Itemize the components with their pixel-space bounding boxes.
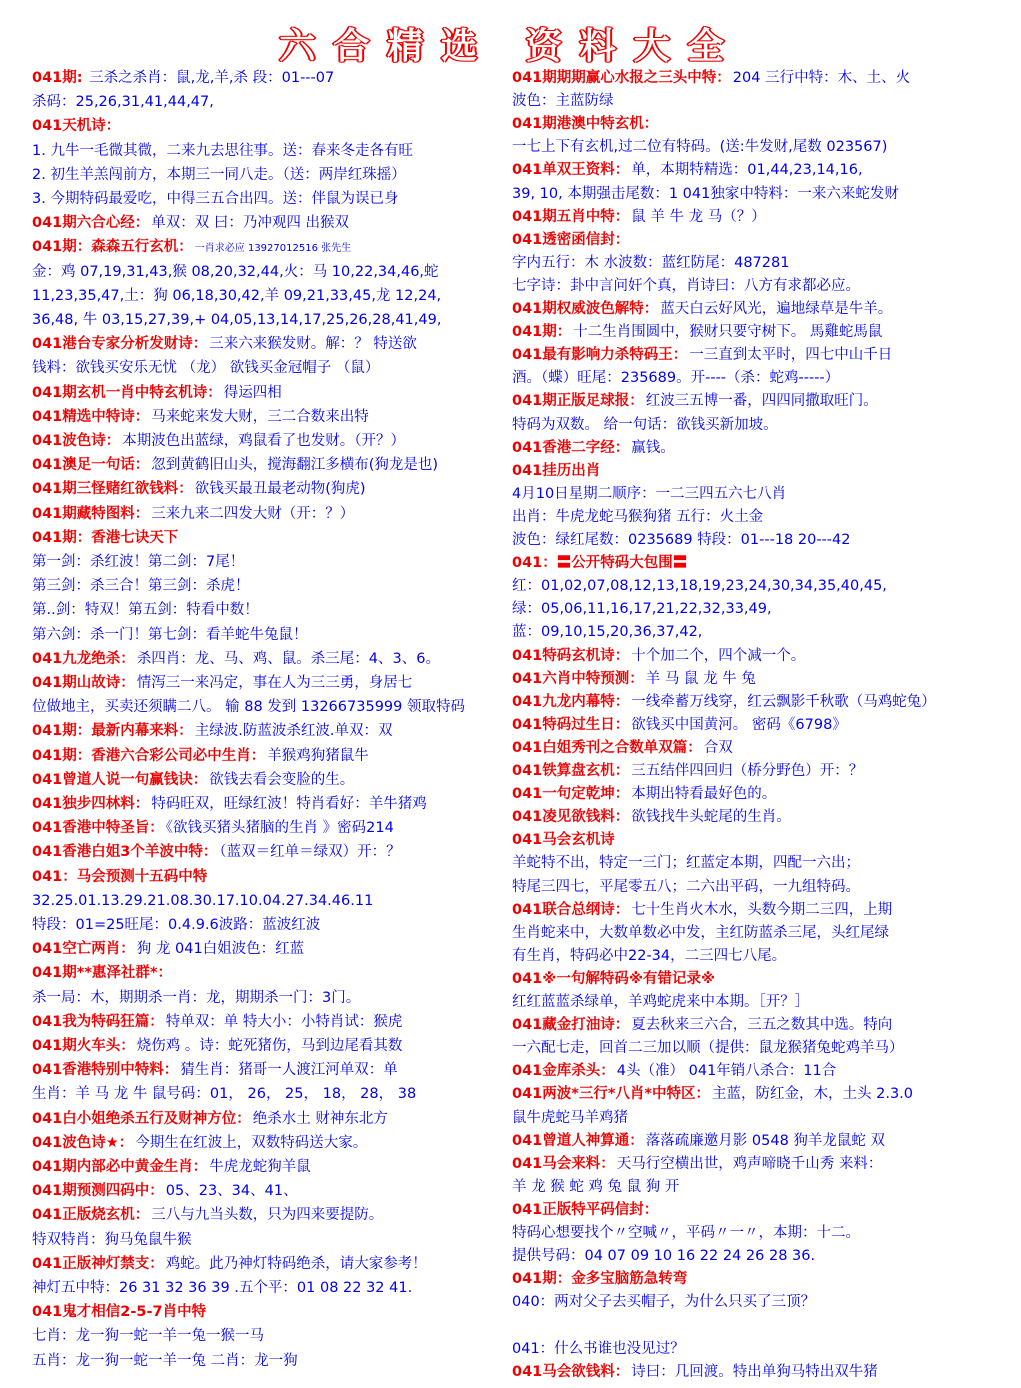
- line-text: 波色：绿红尾数：0235689 特段：01---18 20---42: [512, 532, 851, 548]
- line-text: 今期生在红波上，双数特码送大家。: [135, 1134, 368, 1151]
- text-line: [512, 66, 992, 90]
- line-text: 3. 今期特码最爱吃，中得三五合出四。送：伴鼠为误已身: [32, 191, 399, 207]
- line-text: 三来九来二四发大财（开：？）: [151, 505, 355, 522]
- line-text: 七字诗：卦中言问奸个真，肖诗曰：八方有求都必应。: [512, 277, 860, 294]
- text-line: [512, 459, 992, 483]
- text-line: [512, 158, 992, 182]
- line-text: 主蓝，防红金，木，土头 2.3.0: [712, 1086, 914, 1103]
- line-heading: 041期：森森五行玄机：: [32, 239, 193, 256]
- line-text: 情泻三一来冯定，事在人为三三勇，身居七: [136, 675, 413, 691]
- line-text: 鼠 羊 牛 龙 马（？）: [631, 208, 766, 225]
- line-text: 羊猴鸡狗猪鼠牛: [267, 747, 369, 764]
- line-heading: 041藏金打油诗：: [512, 1017, 630, 1034]
- text-line: [32, 405, 494, 429]
- line-text: 欲钱找牛头蛇尾的生肖。: [631, 809, 791, 826]
- line-heading: 041曾道人说一句赢钱诀：: [32, 771, 208, 788]
- text-line: [32, 308, 494, 332]
- line-text: 有生肖，特码必中22-34，二三四七八尾。: [512, 947, 787, 964]
- line-heading: 041期山故诗：: [32, 675, 135, 691]
- text-line: [512, 828, 992, 852]
- text-line: [32, 1276, 494, 1300]
- text-line: [512, 343, 992, 367]
- line-heading: 041天机诗：: [32, 118, 121, 135]
- line-heading: 041期:: [32, 70, 83, 86]
- text-line: [512, 1244, 992, 1268]
- text-line: [512, 1198, 992, 1222]
- line-text: 金：鸡 07,19,31,43,猴 08,20,32,44,火：马 10,22,34,46,蛇: [32, 263, 439, 280]
- text-line: [512, 1013, 992, 1037]
- line-heading: 041九龙内幕特：: [512, 693, 630, 710]
- text-line: [32, 211, 494, 235]
- line-heading: 041期：香港七诀天下: [32, 529, 179, 546]
- line-heading: 041白小姐绝杀五行及财神方位：: [32, 1110, 251, 1127]
- line-text: 红：01,02,07,08,12,13,18,19,23,24,30,34,35,40,45,: [512, 578, 887, 595]
- line-heading: 041两波*三行*八肖*中特区：: [512, 1086, 711, 1103]
- text-line: [512, 228, 992, 252]
- line-heading: 041期三怪赌红欲钱料：: [32, 481, 193, 498]
- line-text: 绝杀水土 财神东北方: [252, 1110, 388, 1127]
- text-line: [32, 502, 494, 526]
- line-heading: 041特码过生日：: [512, 716, 630, 733]
- text-line: [32, 719, 494, 743]
- line-heading: 041铁算盘玄机：: [512, 763, 630, 779]
- line-heading: 041凌见欲钱料：: [512, 809, 630, 826]
- line-text: 041：什么书谁也没见过？: [512, 1340, 685, 1357]
- text-line: [32, 1034, 494, 1058]
- text-line: [32, 1203, 494, 1227]
- text-line: [32, 163, 494, 187]
- text-line: [512, 713, 992, 737]
- text-line: [32, 1252, 494, 1276]
- line-text: 《欲钱买猪头猪脑的生肖 》密码214: [165, 820, 394, 837]
- line-heading: 041马会来料：: [512, 1155, 615, 1172]
- text-line: [512, 574, 992, 598]
- text-line: [512, 1129, 992, 1153]
- text-line: [512, 1337, 992, 1361]
- line-heading: 041九龙绝杀：: [32, 650, 135, 667]
- line-text: 39, 10, 本期强击尾数：1 041独家中特料：一来六来蛇发财: [512, 185, 899, 202]
- line-heading: 041挂历出肖: [512, 462, 601, 479]
- line-text: 主绿波.防蓝波杀红波.单双：双: [194, 723, 393, 740]
- text-line: [32, 429, 494, 453]
- line-heading: 041正版神灯禁支：: [32, 1255, 164, 1272]
- line-text: 蓝天白云好风光，遍地绿草是牛羊。: [660, 301, 893, 317]
- text-line: [32, 598, 494, 622]
- line-text: 红红蓝蓝杀绿单，羊鸡蛇虎来中本期。［开？］: [512, 994, 810, 1010]
- line-heading: 041正版烧玄机：: [32, 1207, 150, 1224]
- text-line: [32, 768, 494, 792]
- line-text: 五肖：龙一狗一蛇一羊一兔 二肖：龙一狗: [32, 1352, 298, 1369]
- text-line: [32, 260, 494, 284]
- line-heading: 041期内部必中黄金生肖：: [32, 1159, 208, 1175]
- line-text: 出肖：牛虎龙蛇马猴狗猪 五行：火土金: [512, 508, 764, 525]
- line-text: 第一剑：杀红波！第二剑：7尾！: [32, 554, 245, 570]
- text-line: [512, 644, 992, 668]
- text-line: [512, 1221, 992, 1245]
- text-line: [512, 1106, 992, 1130]
- text-line: [32, 1010, 494, 1034]
- line-heading: 041波色诗★：: [32, 1134, 134, 1151]
- text-line: [32, 937, 494, 961]
- line-heading: 041期正版足球报：: [512, 393, 644, 410]
- line-heading: 041香港二字经：: [512, 439, 630, 456]
- text-line: [512, 135, 992, 159]
- line-heading: 041最有影响力杀特码王：: [512, 347, 688, 364]
- line-text: 特码心想要找个〃空喊〃，平码〃一〃，本期：十二。: [512, 1225, 860, 1241]
- text-line: [512, 782, 992, 806]
- line-text: 七十生肖火木水，头数今期二三四，上期: [631, 901, 893, 918]
- line-heading: 041期期期赢心水报之三头中特：: [512, 70, 731, 86]
- line-text: 酒。（蝶）旺尾：235689。开----（杀：蛇鸡-----）: [512, 370, 840, 387]
- text-line: [512, 89, 992, 113]
- line-text: 三五结伴四回归（桥分野色）开：？: [631, 763, 864, 779]
- line-text: 特尾三四七，平尾零五八；二六出平码，一九组特码。: [512, 878, 860, 895]
- line-text: 11,23,35,47,土：狗 06,18,30,42,羊 09,21,33,45,龙 12,24,: [32, 287, 442, 304]
- line-text: 忽到黄鹤旧山头，搅海翻江多横布(狗龙是也): [151, 457, 439, 474]
- text-line: [32, 356, 494, 380]
- line-text: 一七上下有玄机,过二位有特码。(送:牛发财,尾数 023567): [512, 139, 888, 156]
- line-text: 204 三行中特：木、土、火: [732, 70, 911, 86]
- text-line: [512, 297, 992, 321]
- text-line: [32, 1349, 494, 1373]
- line-heading: 041期：: [512, 324, 572, 341]
- text-line: [32, 526, 494, 550]
- text-line: [512, 505, 992, 529]
- text-line: [512, 690, 992, 714]
- text-line: [512, 620, 992, 644]
- line-text: 七肖：龙一狗一蛇一羊一兔一猴一马: [32, 1328, 264, 1345]
- text-line: [32, 1324, 494, 1348]
- line-text: 一线牵蓄万线穿，红云飘影千秋歌（马鸡蛇兔）: [631, 693, 936, 710]
- text-line: [512, 1290, 992, 1314]
- line-heading: 041正版特平码信封：: [512, 1201, 659, 1218]
- text-line: [32, 381, 494, 405]
- text-line: [512, 944, 992, 968]
- text-line: [512, 436, 992, 460]
- line-text: 十个加二个，四个减一个。: [631, 647, 806, 664]
- line-heading: 041一句定乾坤：: [512, 786, 630, 803]
- text-line: [512, 112, 992, 136]
- line-text: 字内五行：木 水波数：蓝红防尾：487281: [512, 254, 790, 271]
- text-line: [32, 744, 494, 768]
- text-line: [32, 1179, 494, 1203]
- line-text: 欲钱买最丑最老动物(狗虎): [194, 481, 366, 498]
- text-line: [512, 851, 992, 875]
- text-line: [32, 1228, 494, 1252]
- text-line: [32, 1155, 494, 1179]
- line-text: 夏去秋来三六合，三五之数其中选。特向: [631, 1017, 893, 1034]
- line-text: 特单双：单 特大小：小特肖试：猴虎: [165, 1013, 403, 1030]
- text-line: [32, 1300, 494, 1324]
- line-text: 第..剑：特双！第五剑：特看中数！: [32, 602, 259, 619]
- line-heading: 041期火车头：: [32, 1038, 135, 1054]
- text-line: [512, 875, 992, 899]
- line-text: 欲钱去看会变脸的生。: [209, 771, 355, 788]
- line-text: 三八与九当头数，只为四来要提防。: [151, 1207, 384, 1224]
- line-text: 特双特肖：狗马兔鼠牛猴: [32, 1231, 192, 1248]
- line-text: 本期出特看最好色的。: [631, 786, 777, 803]
- text-line: [32, 1131, 494, 1155]
- text-line: [32, 840, 494, 864]
- text-line: [512, 482, 992, 506]
- text-line: [32, 792, 494, 816]
- line-text: 1. 九牛一毛微其微，二来九去思往事。送：春来冬走各有旺: [32, 142, 413, 159]
- text-line: [32, 1107, 494, 1131]
- text-line: [512, 1082, 992, 1106]
- line-heading: 041马会欲钱料：: [512, 1363, 630, 1380]
- text-line: [32, 187, 494, 211]
- line-heading: 041鬼才相信2-5-7肖中特: [32, 1304, 207, 1321]
- line-heading: 041独步四林料：: [32, 796, 150, 812]
- text-line: [32, 139, 494, 163]
- text-line: [32, 453, 494, 477]
- text-line: [32, 816, 494, 840]
- line-text: 05、23、34、41、: [165, 1183, 298, 1200]
- line-text: 生肖：羊 马 龙 牛 鼠号码：01， 26， 25， 18， 28， 38: [32, 1086, 417, 1103]
- line-text: 绿：05,06,11,16,17,21,22,32,33,49,: [512, 601, 772, 618]
- text-line: [512, 1313, 992, 1337]
- line-text: 天马行空横出世，鸡声啼晓千山秀 来料：: [616, 1155, 883, 1172]
- line-heading: 041期**惠泽社群*：: [32, 965, 173, 982]
- line-text: 提供号码：04 07 09 10 16 22 24 26 28 36.: [512, 1248, 816, 1265]
- line-text: 羊 马 鼠 龙 牛 兔: [645, 670, 756, 687]
- line-text: 牛虎龙蛇狗羊鼠: [209, 1159, 311, 1175]
- text-line: [512, 366, 992, 390]
- line-text: 一三直到太平时，四七中山千日: [689, 347, 893, 364]
- text-line: [512, 921, 992, 945]
- line-text: 一六配七走，回首二三加以顺（提供：鼠龙猴猪兔蛇鸡羊马）: [512, 1040, 904, 1057]
- text-line: [32, 284, 494, 308]
- text-line: [512, 597, 992, 621]
- line-text: 欲钱买中国黄河。 密码《6798》: [631, 716, 847, 733]
- line-text: 合双: [703, 739, 733, 756]
- line-text: 马来蛇来发大财，三二合数来出特: [151, 408, 369, 425]
- line-heading: 041期：最新内幕来料：: [32, 723, 193, 740]
- line-text: 十二生肖围圆中，猴财只要守树下。 馬雞蛇馬鼠: [573, 324, 883, 341]
- line-heading: 041港台专家分析发财诗：: [32, 336, 208, 353]
- line-text: 第六剑：杀一门！第七剑：看羊蛇牛兔鼠！: [32, 626, 308, 643]
- text-line: [512, 898, 992, 922]
- line-heading: 041香港中特圣旨：: [32, 820, 164, 837]
- text-line: [512, 551, 992, 575]
- line-text: 三杀之杀肖：鼠,龙,羊,杀 段：01---07: [84, 70, 335, 86]
- line-text: 鼠牛虎蛇马羊鸡猪: [512, 1109, 628, 1126]
- text-line: [512, 274, 992, 298]
- text-line: [32, 90, 494, 114]
- text-line: [512, 805, 992, 829]
- text-line: [512, 759, 992, 783]
- line-heading: 041精选中特诗：: [32, 408, 150, 425]
- line-heading: 041期：金多宝脑筋急转弯: [512, 1271, 688, 1288]
- line-heading: 041期预测四码中：: [32, 1183, 164, 1200]
- text-line: [32, 332, 494, 356]
- line-heading: 041期六合心经：: [32, 215, 150, 232]
- line-text: 4头（准） 041年销八杀合：11合: [616, 1063, 837, 1080]
- line-text: 红波三五博一番，四四同撒取旺门。: [645, 393, 878, 410]
- line-heading: 041单双王资料：: [512, 162, 630, 179]
- text-line: [512, 1036, 992, 1060]
- line-heading: 041期港澳中特玄机：: [512, 116, 659, 133]
- line-text: 4月10日星期二顺序：一二三四五六七八肖: [512, 485, 787, 502]
- text-line: [32, 1082, 494, 1106]
- line-text: 特段：01=25旺尾：0.4.9.6波路：蓝波红波: [32, 917, 321, 933]
- line-text: 羊蛇特不出，特定一三门；红蓝定本期，四配一六出；: [512, 855, 860, 872]
- line-heading: 041香港特别中特料：: [32, 1062, 179, 1079]
- line-heading: 041透密函信封：: [512, 231, 630, 248]
- line-heading: 041※一句解特码※有错记录※: [512, 970, 716, 987]
- line-heading: 041曾道人神算通：: [512, 1132, 644, 1149]
- text-line: [32, 961, 494, 985]
- line-heading: 041波色诗：: [32, 433, 121, 449]
- line-heading: 041香港白姐3个羊波中特：: [32, 844, 218, 861]
- line-text: 鸡蛇。此乃神灯特码绝杀，请大家参考！: [165, 1255, 427, 1272]
- line-heading: 041六肖中特预测：: [512, 670, 644, 687]
- line-text: 第三剑：杀三合！第三剑：杀虎！: [32, 578, 250, 595]
- text-line: [512, 1267, 992, 1291]
- text-line: [512, 667, 992, 691]
- line-text: 狗 龙 041白姐波色：红蓝: [136, 941, 305, 958]
- line-heading: 041特码玄机诗：: [512, 647, 630, 664]
- page-title: 六合精选 资料大全: [279, 25, 742, 67]
- line-text: 生肖蛇来中，大数单数必中发，主红防蓝杀三尾，头红尾绿: [512, 924, 889, 941]
- text-line: [32, 913, 494, 937]
- line-heading: 041白姐秀刊之合数单双篇：: [512, 739, 702, 756]
- text-line: [512, 182, 992, 206]
- text-line: [32, 550, 494, 574]
- text-line: [512, 251, 992, 275]
- text-line: [512, 1059, 992, 1083]
- line-text: 040：两对父子去买帽子，为什么只买了三顶？: [512, 1294, 816, 1311]
- text-line: [512, 528, 992, 552]
- line-text: 蓝：09,10,15,20,36,37,42,: [512, 624, 703, 641]
- line-heading: 041空亡两肖：: [32, 941, 135, 958]
- text-line: [32, 114, 494, 138]
- text-line: [32, 671, 494, 695]
- text-line: [32, 1058, 494, 1082]
- line-text: 赢钱。: [631, 439, 675, 456]
- line-text: 单，本期特精选：01,44,23,14,16,: [631, 162, 863, 179]
- text-line: [32, 695, 494, 719]
- line-text: 诗曰：几回渡。特出单狗马特出双牛猪: [631, 1363, 878, 1380]
- line-heading: 041：马会预测十五码中特: [32, 868, 208, 885]
- line-heading: 041期藏特图料：: [32, 505, 150, 522]
- line-text: 2. 初生羊羔闯前方，本期三一同八走。（送：两岸红珠摇）: [32, 166, 406, 183]
- line-heading: 041金库杀头：: [512, 1063, 615, 1080]
- line-text: 一肖求必应 13927012516 张先生: [194, 243, 352, 255]
- line-text: 杀四肖：龙、马、鸡、鼠。杀三尾：4、3、6。: [136, 650, 440, 667]
- line-text: 单双：双 曰：乃冲观四 出猴双: [151, 215, 349, 232]
- text-line: [512, 736, 992, 760]
- text-line: [512, 1360, 992, 1384]
- line-heading: 041期：香港六合彩公司必中生肖：: [32, 747, 266, 764]
- text-line: [512, 320, 992, 344]
- text-line: [32, 66, 494, 90]
- line-text: 杀码：25,26,31,41,44,47,: [32, 94, 214, 111]
- line-text: 落落疏廉邀月影 0548 狗羊龙鼠蛇 双: [645, 1132, 886, 1149]
- text-line: [32, 235, 494, 259]
- line-text: 特码旺双，旺绿红波！特肖看好：羊牛猪鸡: [151, 796, 427, 812]
- line-heading: 041马会玄机诗: [512, 832, 615, 849]
- line-text: 猜生肖：猪哥一人渡江河单双：单: [180, 1062, 398, 1079]
- line-text: 32.25.01.13.29.21.08.30.17.10.04.27.34.46.11: [32, 892, 374, 909]
- line-text: 36,48, 牛 03,15,27,39,+ 04,05,13,14,17,25,26,28,41,49,: [32, 312, 442, 328]
- line-text: 得运四相: [223, 384, 282, 401]
- text-line: [32, 889, 494, 913]
- text-line: [32, 986, 494, 1010]
- text-line: [512, 413, 992, 437]
- text-line: [512, 990, 992, 1014]
- line-heading: 041：〓公开特码大包围〓: [512, 555, 688, 572]
- text-line: [512, 967, 992, 991]
- line-text: 烧伤鸡 。诗：蛇死猪伤，马到边尾看其数: [136, 1038, 403, 1054]
- text-line: [32, 647, 494, 671]
- text-line: [512, 389, 992, 413]
- line-heading: 041我为特码狂篇：: [32, 1013, 164, 1030]
- text-line: [32, 623, 494, 647]
- text-line: [512, 205, 992, 229]
- text-line: [32, 865, 494, 889]
- line-heading: 041期五肖中特：: [512, 208, 630, 225]
- line-text: 位做地主，买卖还须瞒二八。 输 88 发到 13266735999 领取特码: [32, 699, 465, 716]
- line-text: 本期波色出蓝绿，鸡鼠看了也发财。（开？）: [122, 433, 406, 449]
- line-text: 杀一局：木，期期杀一肖：龙，期期杀一门：3门。: [32, 989, 361, 1006]
- line-heading: 041期玄机一肖中特玄机诗：: [32, 384, 222, 401]
- line-text: 钱料：欲钱买安乐无忧 （龙） 欲钱买金冠帽子 （鼠）: [32, 360, 380, 377]
- line-text: 三来六来猴发财。解：？ 特送欲: [209, 336, 417, 353]
- line-text: 特码为双数。 给一句话：欲钱买新加坡。: [512, 416, 778, 433]
- text-line: [512, 1175, 992, 1199]
- line-heading: 041期权威波色解特：: [512, 301, 659, 317]
- text-line: [512, 1152, 992, 1176]
- line-text: （蓝双＝红单＝绿双）开：？: [219, 844, 401, 861]
- line-text: 波色：主蓝防绿: [512, 93, 614, 110]
- line-heading: 041联合总纲诗：: [512, 901, 630, 918]
- text-line: [32, 574, 494, 598]
- line-heading: 041澳足一句话：: [32, 457, 150, 474]
- text-line: [32, 477, 494, 501]
- line-text: 神灯五中特：26 31 32 36 39 .五个平：01 08 22 32 41.: [32, 1280, 413, 1296]
- line-text: 羊 龙 猴 蛇 鸡 兔 鼠 狗 开: [512, 1178, 680, 1195]
